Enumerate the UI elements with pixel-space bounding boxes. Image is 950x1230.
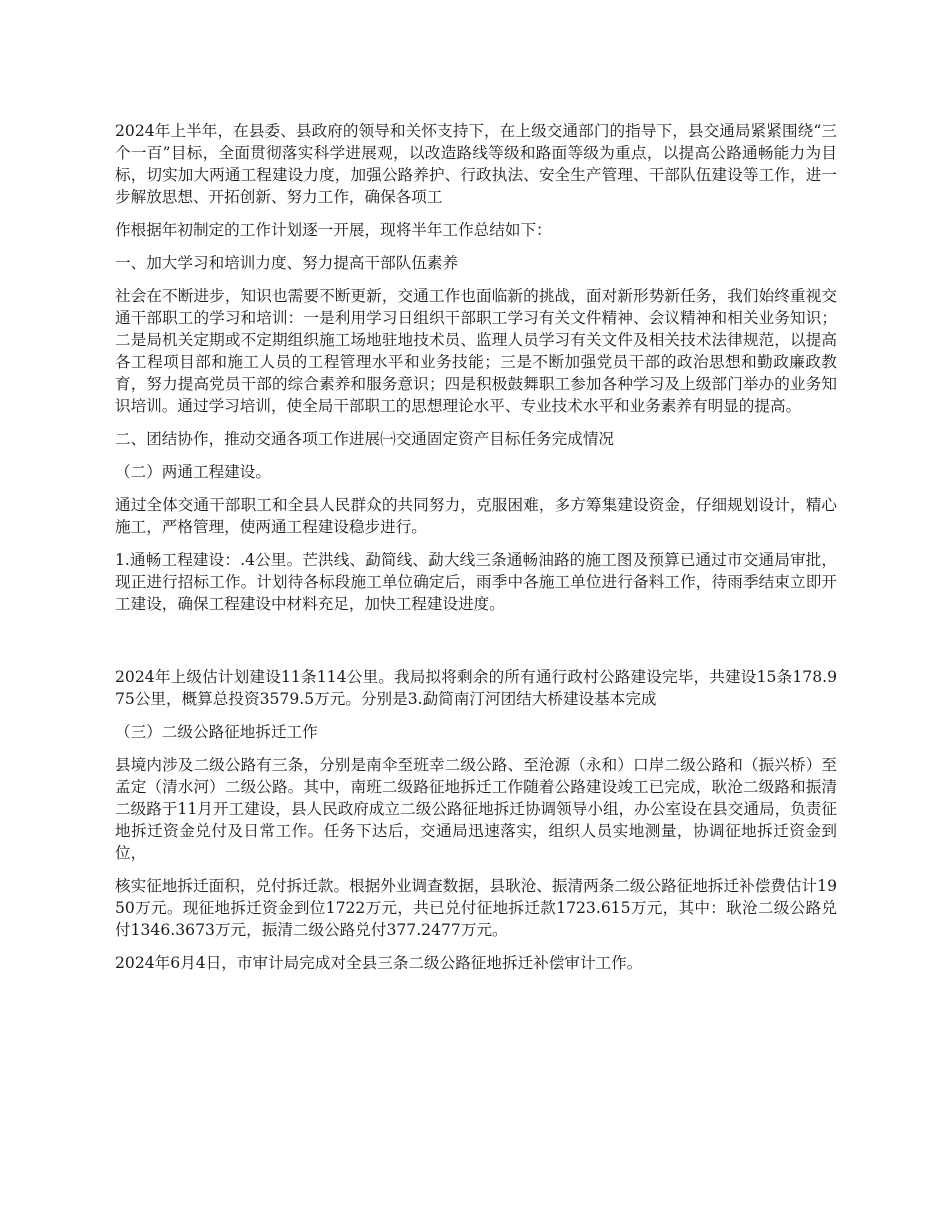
- two-links-paragraph: 通过全体交通干部职工和全县人民群众的共同努力，克服困难，多方筹集建设资金，仔细规划设计，精心施工，严格管理，使两通工程建设稳步进行。: [115, 496, 837, 536]
- compensation-paragraph: 核实征地拆迁面积，兑付拆迁款。根据外业调查数据，县耿沧、振清两条二级公路征地拆迁补偿费估计1950万元。现征地拆迁资金到位1722万元，共已兑付征地拆迁款1723.615万元，其中：耿沧二级公路兑付1346.3673万元，振清二级公路兑付377.2477万元。: [115, 877, 837, 939]
- intro-continuation: 作根据年初制定的工作计划逐一开展，现将半年工作总结如下：: [115, 221, 552, 239]
- section-heading-2: 二、团结协作，推动交通各项工作进展㈠交通固定资产目标任务完成情况: [115, 430, 615, 448]
- highway-paragraph: 县境内涉及二级公路有三条，分别是南伞至班幸二级公路、至沧源（永和）口岸二级公路和（振兴桥）至孟定（清水河）二级公路。其中，南班二级路征地拆迁工作随着公路建设竣工已完成，耿沧二级路和振清二级路于11月开工建设，县人民政府成立二级公路征地拆迁协调领导小组，办公室设在县交通局，负责征地拆迁资金兑付及日常工作。任务下达后，交通局迅速落实，组织人员实地测量，协调征地拆迁资金到位，: [115, 756, 837, 862]
- section-heading-1: 一、加大学习和培训力度、努力提高干部队伍素养: [115, 254, 459, 272]
- intro-paragraph: 2024年上半年，在县委、县政府的领导和关怀支持下，在上级交通部门的指导下，县交通局紧紧围绕“三个一百”目标，全面贯彻落实科学进展观，以改造路线等级和路面等级为重点，以提高公路通畅能力为目标，切实加大两通工程建设力度，加强公路养护、行政执法、安全生产管理、干部队伍建设等工作，进一步解放思想、开拓创新、努力工作，确保各项工: [115, 122, 837, 206]
- subheading-two-links: （二）两通工程建设。: [115, 463, 271, 481]
- audit-paragraph: 2024年6月4日，市审计局完成对全县三条二级公路征地拆迁补偿审计工作。: [115, 954, 643, 972]
- training-paragraph: 社会在不断进步，知识也需要不断更新，交通工作也面临新的挑战，面对新形势新任务，我们始终重视交通干部职工的学习和培训：一是利用学习日组织干部职工学习有关文件精神、会议精神和相关业务知识；二是局机关定期或不定期组织施工场地驻地技术员、监理人员学习有关文件及相关技术法律规范，以提高各工程项目部和施工人员的工程管理水平和业务技能；三是不断加强党员干部的政治思想和勤政廉政教育，努力提高党员干部的综合素养和服务意识；四是积极鼓舞职工参加各种学习及上级部门举办的业务知识培训。通过学习培训，使全局干部职工的思想理论水平、专业技术水平和业务素养有明显的提高。: [115, 287, 837, 415]
- plan-paragraph: 2024年上级估计划建设11条114公里。我局拟将剩余的所有通行政村公路建设完毕，共建设15条178.975公里，概算总投资3579.5万元。分别是3.勐简南汀河团结大桥建设基本完成: [115, 668, 837, 708]
- road-construction-paragraph: 1.通畅工程建设：.4公里。芒洪线、勐简线、勐大线三条通畅油路的施工图及预算已通过市交通局审批，现正进行招标工作。计划待各标段施工单位确定后，雨季中各施工单位进行备料工作，待雨季结束立即开工建设，确保工程建设中材料充足，加快工程建设进度。: [115, 551, 837, 613]
- section-gap: [115, 626, 837, 666]
- subheading-land-acquisition: （三）二级公路征地拆迁工作: [115, 723, 318, 741]
- document-body: [115, 120, 837, 985]
